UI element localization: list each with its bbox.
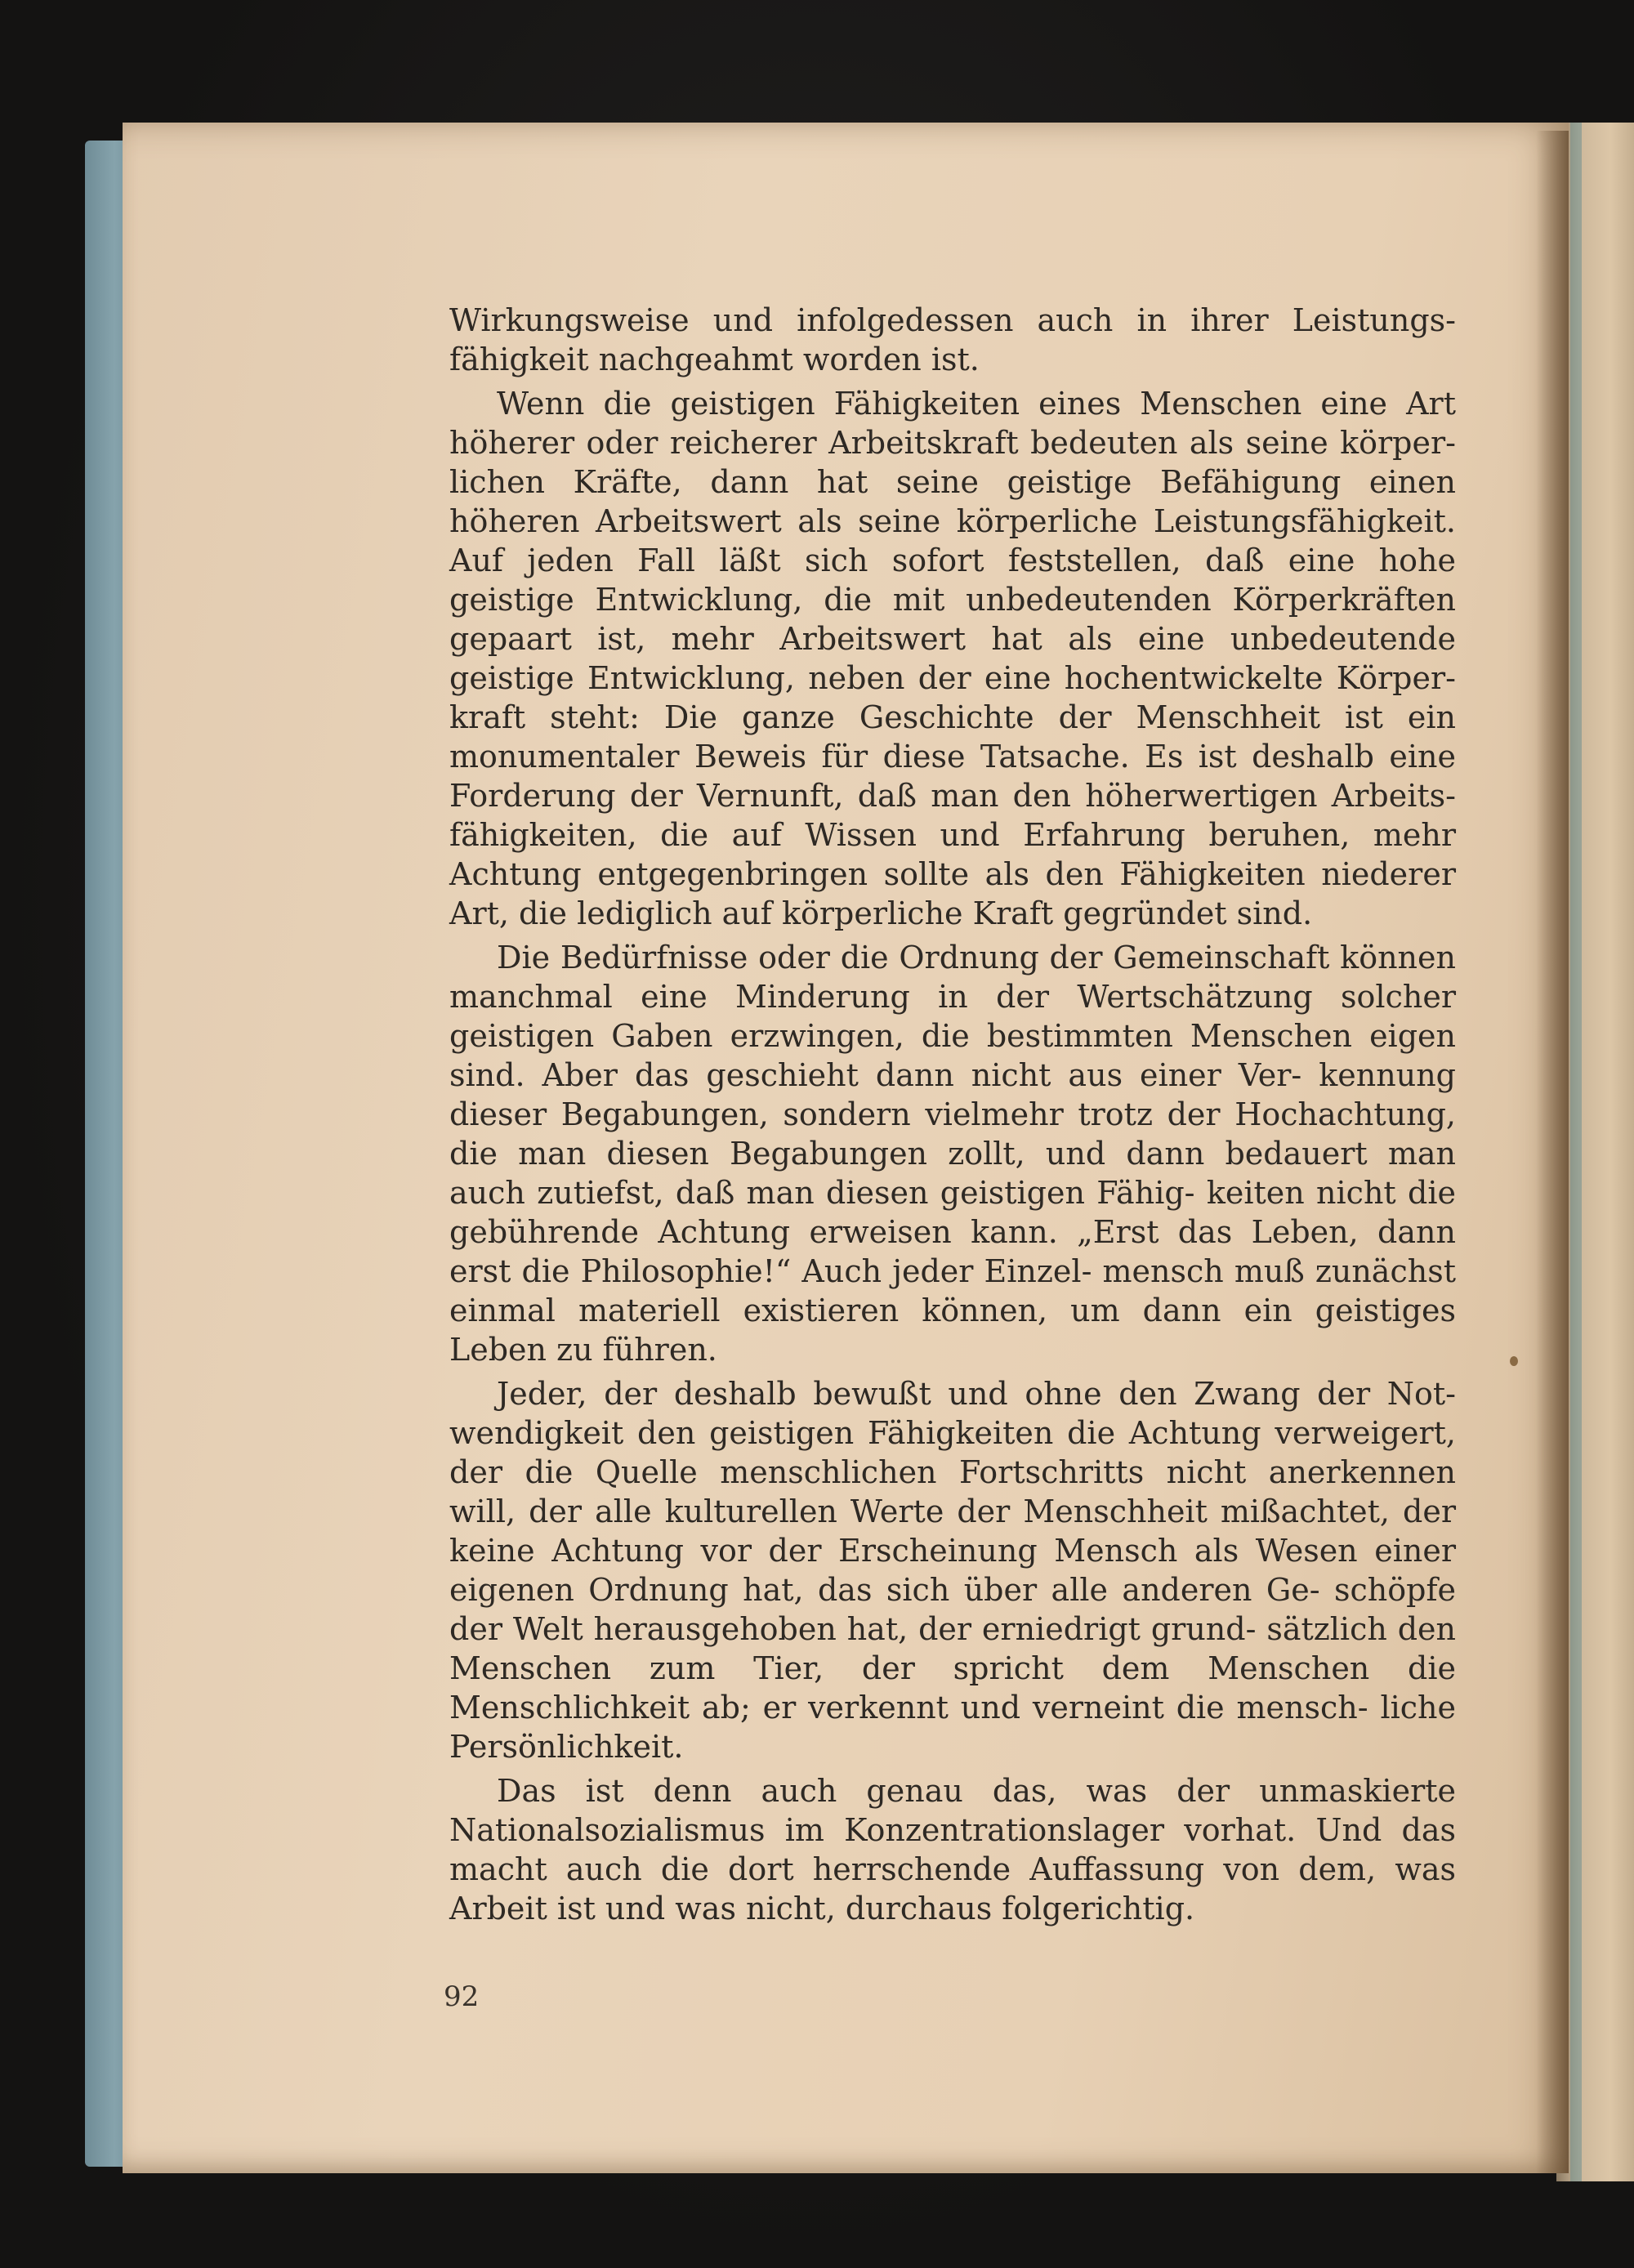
page-number: 92 [444,1980,480,2013]
body-text [449,301,1456,1933]
page-gutter-shadow [1536,131,1569,2173]
paragraph: Wenn die geistigen Fähigkeiten eines Menschen eine Art höherer oder reicherer Arbeitskraft bedeuten als seine körper- lichen Kräfte, dann hat seine geistige Befähigung einen höheren Arbeitswert als seine körperliche Leistungsfähigkeit. Auf jeden Fall läßt sich sofort feststellen, daß eine hohe geistige Entwicklung, die mit unbedeutenden Körperkräften gepaart ist, mehr Arbeitswert hat als eine unbedeutende geistige Entwicklung, neben der eine hochentwickelte Körper- kraft steht: Die ganze Geschichte der Menschheit ist ein monumentaler Beweis für diese Tatsache. Es ist deshalb eine Forderung der Vernunft, daß man den höherwertigen Arbeits- fähigkeiten, die auf Wissen und Erfahrung beruhen, mehr Achtung entgegenbringen sollte als den Fähigkeiten niederer Art, die lediglich auf körperliche Kraft gegründet sind. [449,386,1456,931]
paragraph: Wirkungsweise und infolgedessen auch in ihrer Leistungs- fähigkeit nachgeahmt worden ist. [449,302,1456,377]
paragraph: Die Bedürfnisse oder die Ordnung der Gemeinschaft können manchmal eine Minderung in der Wertschätzung solcher geistigen Gaben erzwingen, die bestimmten Menschen eigen sind. Aber das geschieht dann nicht aus einer Ver- kennung dieser Begabungen, sondern vielmehr trotz der Hochachtung, die man diesen Begabungen zollt, und dann bedauert man auch zutiefst, daß man diesen geistigen Fähig- keiten nicht die gebührende Achtung erweisen kann. „Erst das Leben, dann erst die Philosophie!“ Auch jeder Einzel- mensch muß zunächst einmal materiell existieren können, um dann ein geistiges Leben zu führen. [449,940,1456,1368]
paper-speck [1510,1356,1518,1366]
paragraph: Jeder, der deshalb bewußt und ohne den Zwang der Not- wendigkeit den geistigen Fähigkeiten die Achtung verweigert, der die Quelle menschlichen Fortschritts nicht anerkennen will, der alle kulturellen Werte der Menschheit mißachtet, der keine Achtung vor der Erscheinung Mensch als Wesen einer eigenen Ordnung hat, das sich über alle anderen Ge- schöpfe der Welt herausgehoben hat, der erniedrigt grund- sätzlich den Menschen zum Tier, der spricht dem Menschen die Menschlichkeit ab; er verkennt und verneint die mensch- liche Persönlichkeit. [449,1376,1456,1765]
paragraph: Das ist denn auch genau das, was der unmaskierte Nationalsozialismus im Konzentrationslager vorhat. Und das macht auch die dort herrschende Auffassung von dem, was Arbeit ist und was nicht, durchaus folgerichtig. [449,1773,1456,1926]
binding-strip [1570,123,1582,2181]
